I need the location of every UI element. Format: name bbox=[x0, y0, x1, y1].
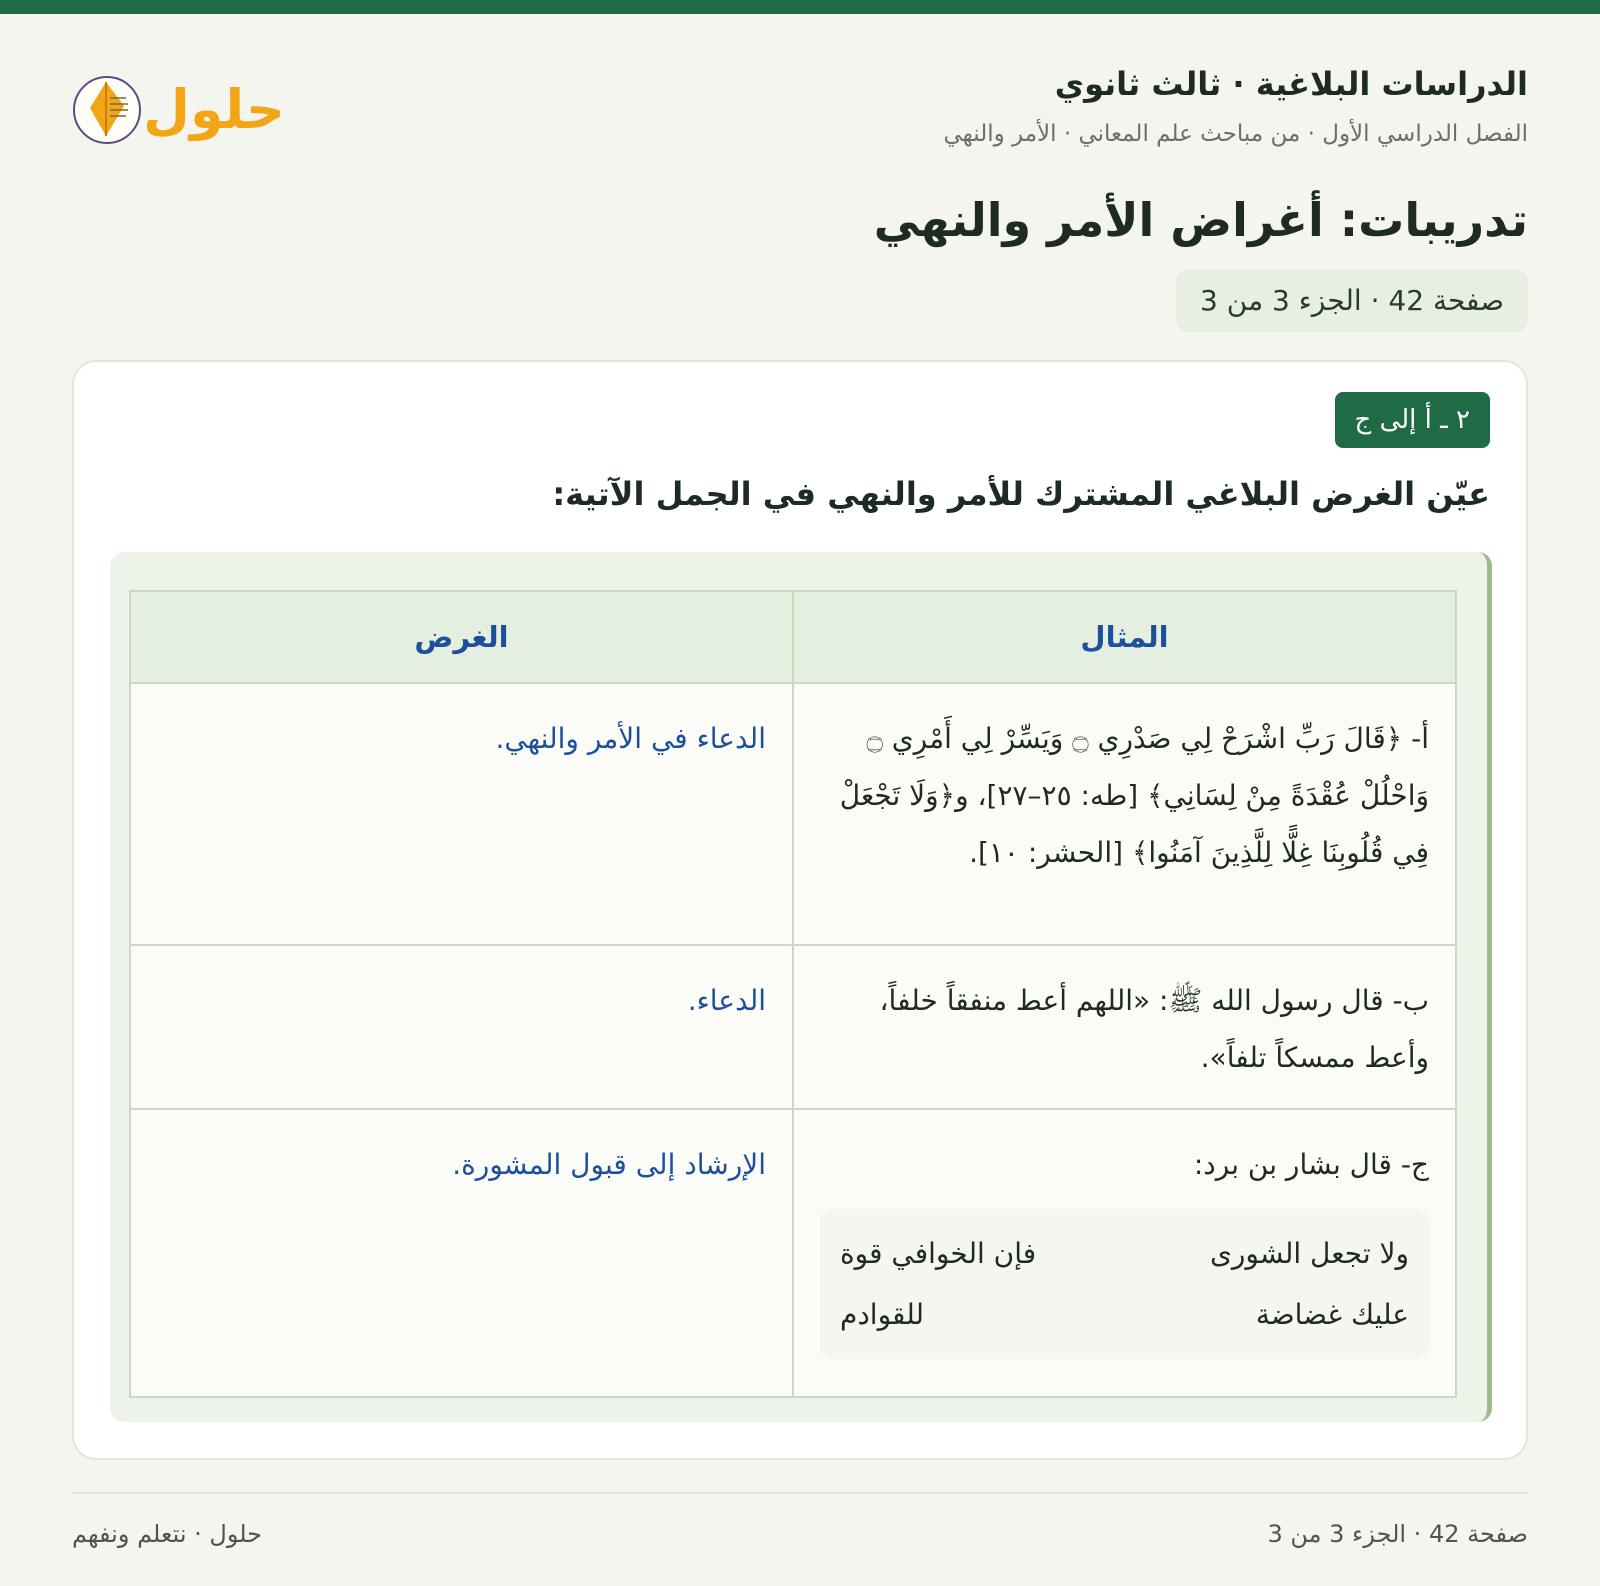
example-cell bbox=[793, 945, 1456, 1109]
breadcrumb: الفصل الدراسي الأول · من مباحث علم المعاني · الأمر والنهي bbox=[943, 121, 1528, 147]
example-text: ب- قال رسول الله ﷺ: «اللهم أعط منفقاً خلفاً، وأعط ممسكاً تلفاً». bbox=[879, 984, 1429, 1074]
page-part-chip: صفحة 42 · الجزء 3 من 3 bbox=[1176, 270, 1528, 332]
course-title: الدراسات البلاغية · ثالث ثانوي bbox=[1054, 65, 1528, 103]
footer-brand: حلول · نتعلم ونفهم bbox=[72, 1520, 262, 1548]
exercise-question: عيّن الغرض البلاغي المشترك للأمر والنهي في الجمل الآتية: bbox=[552, 475, 1490, 513]
table-row bbox=[130, 683, 1456, 945]
example-cell bbox=[793, 683, 1456, 945]
example-text: أ- ﴿قَالَ رَبِّ اشْرَحْ لِي صَدْرِي ۝ وَيَسِّرْ لِي أَمْرِي ۝ وَاحْلُلْ عُقْدَةً مِنْ لِسَانِي﴾ [طه: ٢٥–٢٧]، و﴿وَلَا تَجْعَلْ فِي قُلُوبِنَا غِلًّا لِلَّذِينَ آمَنُوا﴾ [الحشر: ١٠]. bbox=[839, 722, 1429, 869]
footer-divider bbox=[72, 1492, 1528, 1494]
answers-table bbox=[129, 590, 1457, 1398]
page-title: تدريبات: أغراض الأمر والنهي bbox=[873, 193, 1528, 247]
poem-verse bbox=[820, 1209, 1429, 1359]
exercise-card bbox=[72, 360, 1528, 1460]
poem-second-hemistich: فإن الخوافي قوة للقوادم bbox=[840, 1237, 1037, 1331]
purpose-cell bbox=[130, 1109, 793, 1397]
purpose-cell bbox=[130, 683, 793, 945]
logo-wordmark: حلول bbox=[143, 78, 285, 141]
top-accent-bar bbox=[0, 0, 1600, 14]
purpose-cell bbox=[130, 945, 793, 1109]
example-cell bbox=[793, 1109, 1456, 1397]
exercise-number-badge: ٢ ـ أ إلى ج bbox=[1335, 392, 1490, 448]
purpose-text: الدعاء في الأمر والنهي. bbox=[495, 722, 766, 755]
table-row bbox=[130, 945, 1456, 1109]
column-header-purpose: الغرض bbox=[130, 591, 793, 683]
table-row bbox=[130, 1109, 1456, 1397]
footer-page-info: صفحة 42 · الجزء 3 من 3 bbox=[1267, 1520, 1528, 1548]
example-text: ج- قال بشار بن برد: bbox=[1193, 1148, 1429, 1181]
table-header-row bbox=[130, 591, 1456, 683]
purpose-text: الدعاء. bbox=[687, 984, 766, 1017]
poem-first-hemistich: ولا تجعل الشورى عليك غضاضة bbox=[1209, 1237, 1409, 1331]
hulool-logo bbox=[72, 62, 302, 154]
column-header-example: المثال bbox=[793, 591, 1456, 683]
answer-table-panel bbox=[110, 552, 1492, 1422]
purpose-text: الإرشاد إلى قبول المشورة. bbox=[452, 1148, 766, 1181]
header-text bbox=[943, 62, 1528, 154]
page-header bbox=[72, 62, 1528, 172]
